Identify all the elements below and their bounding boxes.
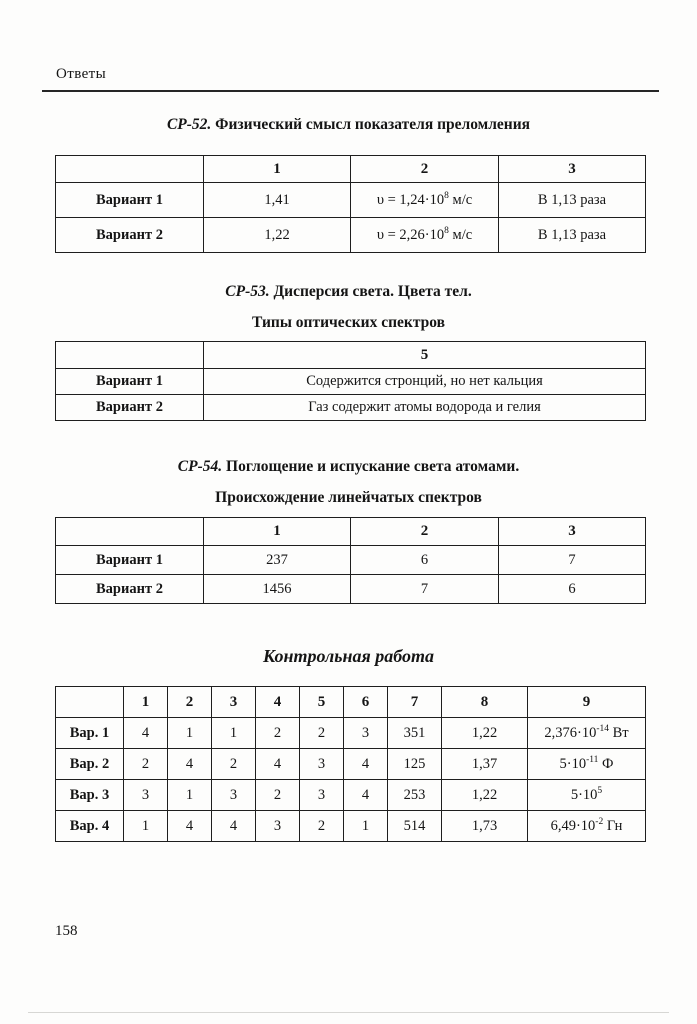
row-label: Вар. 3 (56, 780, 124, 811)
table-row (56, 780, 646, 811)
formula-exponent: 5 (597, 785, 603, 796)
table-cell: 3 (212, 780, 256, 811)
table-cell: 3 (124, 780, 168, 811)
table-cell: 4 (168, 811, 212, 842)
section-title-text: Физический смысл показателя преломления (211, 116, 531, 133)
section-number: СР-52. (166, 116, 212, 133)
formula-pre: 5·10 (570, 786, 598, 803)
table-row (56, 183, 646, 218)
row-label: Вар. 2 (56, 749, 124, 780)
table-cell: 1,41 (204, 183, 351, 218)
scan-artifact-line (28, 1012, 669, 1013)
formula-exponent: 8 (444, 190, 449, 201)
row-label: Вар. 4 (56, 811, 124, 842)
table-cell: Содержится стронций, но нет кальция (204, 369, 646, 395)
col-header: 9 (528, 687, 646, 718)
table-row (56, 218, 646, 253)
table-header-row (56, 156, 646, 183)
table-row (56, 546, 646, 575)
table-cell: 351 (388, 718, 442, 749)
col-header: 3 (499, 156, 646, 183)
table-cell: 2 (212, 749, 256, 780)
table-row (56, 811, 646, 842)
table-sr53 (55, 341, 646, 421)
table-cell: 1456 (204, 575, 351, 604)
section-title-sr54 (0, 458, 697, 476)
table-row (56, 395, 646, 421)
col-header: 4 (256, 687, 300, 718)
col-header: 1 (204, 518, 351, 546)
table-cell: 4 (256, 749, 300, 780)
table-cell: 2 (300, 718, 344, 749)
formula-pre: 5·10 (559, 755, 587, 772)
formula-unit: Гн (603, 817, 623, 834)
table-cell: 1 (124, 811, 168, 842)
table-cell: Газ содержит атомы водорода и гелия (204, 395, 646, 421)
table-cell: 1,37 (442, 749, 528, 780)
formula-exponent: 8 (444, 225, 449, 236)
table-cell: 4 (344, 780, 388, 811)
table-cell: 6 (351, 546, 499, 575)
table-row (56, 369, 646, 395)
table-cell: 3 (300, 749, 344, 780)
table-cell: 1,73 (442, 811, 528, 842)
table-row (56, 718, 646, 749)
table-cell: 7 (499, 546, 646, 575)
table-sr52 (55, 155, 646, 253)
table-cell: 6 (499, 575, 646, 604)
table-cell: 2 (256, 780, 300, 811)
row-label: Вариант 2 (56, 395, 204, 421)
formula-pre: υ = 1,24·10 (376, 191, 445, 208)
row-label: Вариант 1 (56, 546, 204, 575)
corner-cell (56, 156, 204, 183)
formula-pre: 6,49·10 (550, 817, 596, 834)
table-header-row (56, 342, 646, 369)
formula-unit: Вт (609, 724, 629, 741)
table-sr54 (55, 517, 646, 604)
table-cell: 1,22 (204, 218, 351, 253)
table-cell: 4 (212, 811, 256, 842)
table-cell: 4 (344, 749, 388, 780)
table-header-row (56, 518, 646, 546)
row-label: Вариант 2 (56, 218, 204, 253)
table-cell (351, 218, 499, 253)
formula-exponent: -11 (586, 754, 599, 765)
col-header: 1 (204, 156, 351, 183)
col-header: 3 (212, 687, 256, 718)
section-number: СР-54. (177, 458, 223, 475)
table-cell: 514 (388, 811, 442, 842)
section-subtitle-sr53: Типы оптических спектров (252, 314, 445, 331)
section-subtitle-sr54: Происхождение линейчатых спектров (215, 489, 482, 506)
table-row (56, 575, 646, 604)
table-cell (528, 749, 646, 780)
table-cell: 1 (344, 811, 388, 842)
row-label: Вариант 1 (56, 183, 204, 218)
table-cell: 3 (344, 718, 388, 749)
section-title-sr52 (0, 116, 697, 134)
table-cell: В 1,13 раза (499, 183, 646, 218)
table-cell: 237 (204, 546, 351, 575)
header-rule (42, 90, 659, 92)
formula-exponent: -14 (596, 723, 609, 734)
corner-cell (56, 687, 124, 718)
formula-unit: Ф (598, 755, 614, 772)
formula-pre: 2,376·10 (544, 724, 597, 741)
kontrolnaya-title: Контрольная работа (262, 646, 435, 666)
formula-pre: υ = 2,26·10 (376, 226, 445, 243)
table-cell: 3 (256, 811, 300, 842)
col-header: 2 (351, 518, 499, 546)
table-cell: 1 (168, 718, 212, 749)
table-cell: 1 (168, 780, 212, 811)
table-cell: 3 (300, 780, 344, 811)
col-header: 3 (499, 518, 646, 546)
col-header: 5 (300, 687, 344, 718)
table-cell (528, 811, 646, 842)
table-cell: 253 (388, 780, 442, 811)
running-header: Ответы (56, 66, 107, 82)
table-cell: 4 (168, 749, 212, 780)
col-header: 1 (124, 687, 168, 718)
col-header: 7 (388, 687, 442, 718)
corner-cell (56, 342, 204, 369)
table-cell: 1 (212, 718, 256, 749)
table-row (56, 749, 646, 780)
col-header: 2 (168, 687, 212, 718)
table-cell: 1,22 (442, 780, 528, 811)
table-cell: В 1,13 раза (499, 218, 646, 253)
col-header: 6 (344, 687, 388, 718)
section-title-text: Дисперсия света. Цвета тел. (269, 283, 472, 300)
table-cell: 1,22 (442, 718, 528, 749)
section-title-text: Поглощение и испускание света атомами. (222, 458, 520, 475)
corner-cell (56, 518, 204, 546)
col-header: 5 (204, 342, 646, 369)
section-title-sr53 (0, 283, 697, 301)
table-cell (528, 780, 646, 811)
table-cell: 2 (300, 811, 344, 842)
table-cell: 4 (124, 718, 168, 749)
formula-unit: м/с (448, 191, 473, 208)
table-cell: 125 (388, 749, 442, 780)
col-header: 2 (351, 156, 499, 183)
section-number: СР-53. (225, 283, 270, 300)
table-cell: 2 (256, 718, 300, 749)
table-cell (528, 718, 646, 749)
table-cell (351, 183, 499, 218)
row-label: Вариант 1 (56, 369, 204, 395)
page-number: 158 (55, 923, 78, 939)
table-header-row (56, 687, 646, 718)
row-label: Вар. 1 (56, 718, 124, 749)
formula-unit: м/с (448, 226, 473, 243)
table-cell: 7 (351, 575, 499, 604)
formula-exponent: -2 (595, 816, 604, 827)
col-header: 8 (442, 687, 528, 718)
table-kontrolnaya (55, 686, 646, 842)
table-cell: 2 (124, 749, 168, 780)
row-label: Вариант 2 (56, 575, 204, 604)
